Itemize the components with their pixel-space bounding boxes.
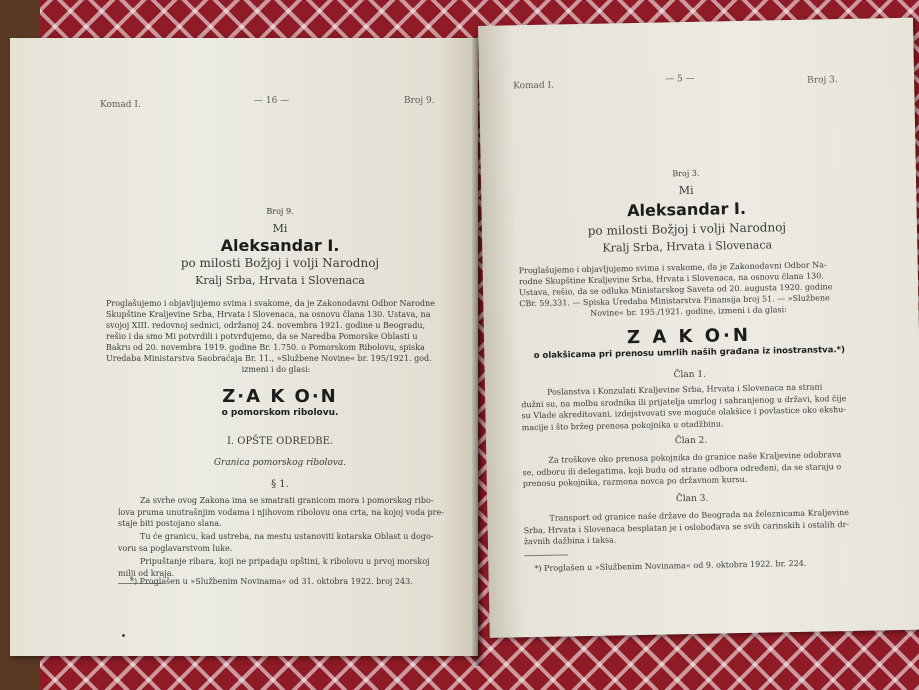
right-kingdom: Kralj Srba, Hrvata i Slovenaca: [602, 238, 773, 255]
right-mi: Mi: [678, 183, 694, 198]
text-line: Pripuštanje ribara, koji ne pripadaju opštini, k ribolovu u prvoj morskoj: [140, 557, 430, 566]
right-header-right: Broj 3.: [807, 75, 838, 86]
left-header-left: Komad I.: [100, 100, 141, 110]
right-header-page-number: — 5 —: [664, 73, 695, 85]
left-broj: Broj 9.: [266, 207, 294, 216]
left-mi: Mi: [272, 222, 288, 235]
left-paragraph-2: [118, 531, 450, 554]
text-line: Proglašujemo i objavljujemo svima i svakome, da je Zakonodavni Odbor Na-: [518, 260, 827, 276]
text-line: staje biti postojano slana.: [118, 519, 222, 528]
text-line: Skupštine Kraljevine Srba, Hrvata i Slovenaca, na osnovu člana 130. Ustava, na: [106, 310, 431, 319]
text-line: svojoj XIII. redovnoj sednici, održanoj 24. novembra 1921. godine u Beogradu,: [106, 321, 426, 330]
left-zakon-title: Z·A K O·N: [222, 386, 338, 407]
text-line: rešio i da smo Mi potvrdili i potvrđujemo, da se Naredba Pomorske Oblasti u: [106, 332, 418, 341]
text-line: Tu će granicu, kad ustreba, na mestu ustanoviti kotarska Oblast u dogo-: [140, 532, 434, 541]
left-header-right: Broj 9.: [404, 96, 435, 106]
text-line: macije i što bržeg prenosa pokojnika u otadžbinu.: [521, 418, 724, 432]
footnote-divider: [524, 554, 568, 556]
text-line: Srba, Hrvata i Slovenaca besplatan je i oslobođava se svih carinskih i ostalih dr-: [523, 519, 850, 535]
left-intro-paragraph: [106, 298, 446, 375]
left-section-subtitle: Granica pomorskog ribolova.: [213, 458, 347, 468]
left-kingdom: Kralj Srba, Hrvata i Slovenaca: [195, 274, 365, 287]
text-line: su Vlade akreditovani, izdejstvovati sve moguće olakšice i povlastice oko ekshu-: [521, 405, 847, 421]
text-line: žavnih dažbina i taksa.: [523, 535, 617, 547]
right-zakon-subtitle: o olakšicama pri prenosu umrlih naših građana iz inostranstva.*): [533, 345, 846, 361]
text-line: CBr. 59,331. — Spiska Uredaba Ministarstva Finansija broj 51. — »Službene: [519, 293, 830, 309]
text-line: Uredaba Ministarstva Saobraćaja Br. 11., »Službene Novine« br. 195/1921. god.: [106, 354, 432, 363]
text-line: lova pruma unutrašnjim vodama i njihovom ribolovu ona crta, na kojoj voda pre-: [118, 507, 444, 517]
right-broj: Broj 3.: [672, 168, 700, 179]
right-footnote: *) Proglašen u »Službenim Novinama« od 9. oktobra 1922. br. 224.: [534, 558, 807, 574]
left-section-title: I. OPŠTE ODREDBE.: [226, 436, 334, 447]
text-line: dužni su, na molbu srodnika ili prijatelja umrlog i sahranjenog u državi, kod čije: [521, 393, 847, 409]
left-zakon-subtitle: o pomorskom ribolovu.: [221, 408, 339, 418]
right-clan-2-text: [522, 449, 861, 490]
right-clan-2: Član 2.: [674, 435, 708, 447]
text-line: milji od kraja.: [118, 568, 174, 578]
right-clan-1-text: [521, 381, 860, 433]
right-zakon-title: Z A K O·N: [626, 324, 752, 349]
right-page: [478, 18, 919, 638]
left-header-page-number: — 16 —: [254, 96, 290, 106]
right-header-left: Komad I.: [513, 80, 555, 92]
text-line: Novine« br. 195./1921. godine, izmeni i da glasi:: [590, 305, 787, 318]
left-page: [10, 38, 478, 656]
text-line: rodne Skupštine Kraljevine Srba, Hrvata i Slovenaca, na osnovu člana 130.: [518, 271, 824, 287]
text-line: prenosu pokojnika, razmona novca po državnom kursu.: [522, 474, 748, 489]
left-paragraph-1: [118, 495, 450, 530]
text-line: voru sa poglavarstvom luke.: [118, 543, 233, 553]
left-paragraph-mark: § 1.: [271, 479, 289, 490]
text-line: Za svrhe ovog Zakona ima se smatrati granicom mora i pomorskog ribo-: [140, 496, 434, 505]
text-line: se, odboru ili delegatima, koji budu od strane odbora određeni, da se staraju o: [522, 461, 842, 477]
text-line: Bakru od 20. novembra 1919. godine Br. 1.750. o Pomorskom Ribolovu, spiska: [106, 343, 425, 352]
paper-speck: [122, 634, 125, 637]
left-footnote: *) Proglašen u »Službenim Novinama« od 31. oktobra 1922. broj 243.: [130, 577, 413, 586]
right-clan-1: Član 1.: [673, 369, 707, 381]
right-clan-3-text: [523, 507, 862, 548]
text-line: Ustava, rešio, da se odluka Ministarskog Saveta od 20. augusta 1920. godine: [519, 282, 833, 298]
right-king-name: Aleksandar I.: [626, 198, 747, 221]
text-line: izmeni i do glasi:: [241, 365, 311, 374]
right-grace: po milosti Božjoj i volji Narodnoj: [587, 220, 787, 238]
text-line: Transport od granice naše države do Beograda na železnicama Kraljevine: [549, 507, 850, 523]
right-clan-3: Član 3.: [675, 493, 709, 505]
text-line: Poslanstva i Konzulati Kraljevine Srba, Hrvata i Slovenaca na strani: [546, 382, 823, 397]
text-line: Proglašujemo i objavljujemo svima i svakome, da je Zakonodavni Odbor Narodne: [106, 299, 435, 308]
right-intro-paragraph: [519, 259, 858, 320]
text-line: Za troškove oko prenosa pokojnika do granice naše Kraljevine odobrava: [548, 450, 842, 465]
left-king-name: Aleksandar I.: [220, 236, 340, 255]
left-grace: po milosti Božjoj i volji Narodnoj: [180, 256, 380, 270]
